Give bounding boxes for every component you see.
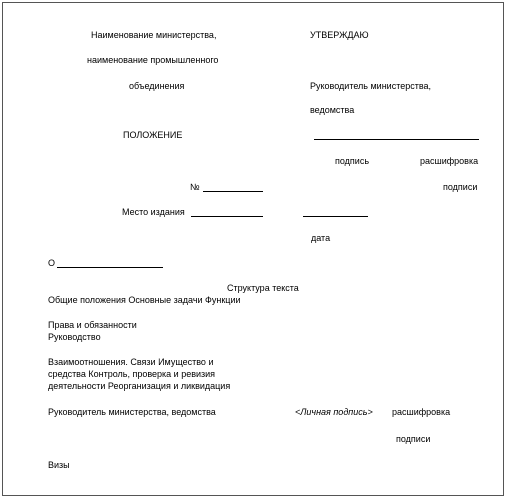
number-label: №: [190, 182, 200, 192]
number-line: [203, 191, 263, 192]
publication-place-line: [191, 216, 263, 217]
date-label: дата: [311, 233, 331, 243]
ministry-name: Наименование министерства,: [91, 30, 217, 40]
general-provisions: Общие положения Основные задачи Функции: [48, 295, 241, 305]
about-label: О: [48, 258, 56, 268]
relations-line-2: средства Контроль, проверка и ревизия: [48, 369, 216, 379]
about-line: [57, 267, 163, 268]
agency-label: ведомства: [310, 105, 355, 115]
rights-duties: Права и обязанности: [48, 320, 137, 330]
footer-signature-gen: подписи: [396, 434, 431, 444]
signature-line: [314, 139, 479, 140]
approve-label: УТВЕРЖДАЮ: [310, 30, 369, 40]
document-page: [2, 2, 504, 496]
publication-place-label: Место издания: [122, 207, 185, 217]
head-of-ministry: Руководитель министерства,: [310, 81, 432, 91]
date-line: [303, 216, 368, 217]
association-label: объединения: [129, 81, 185, 91]
footer-transcript-label: расшифровка: [392, 407, 451, 417]
visas-label: Визы: [48, 460, 70, 470]
document-title: ПОЛОЖЕНИЕ: [123, 130, 183, 140]
relations-line-1: Взаимоотношения. Связи Имущество и: [48, 357, 214, 367]
personal-signature: <Личная подпись>: [295, 407, 373, 417]
transcript-label: расшифровка: [420, 156, 479, 166]
signature-gen-label: подписи: [443, 182, 478, 192]
text-structure-heading: Структура текста: [227, 283, 299, 293]
signature-label: подпись: [335, 156, 370, 166]
management-label: Руководство: [48, 332, 101, 342]
industrial-name: наименование промышленного: [87, 55, 219, 65]
relations-line-3: деятельности Реорганизация и ликвидация: [48, 381, 231, 391]
footer-head-label: Руководитель министерства, ведомства: [48, 407, 216, 417]
